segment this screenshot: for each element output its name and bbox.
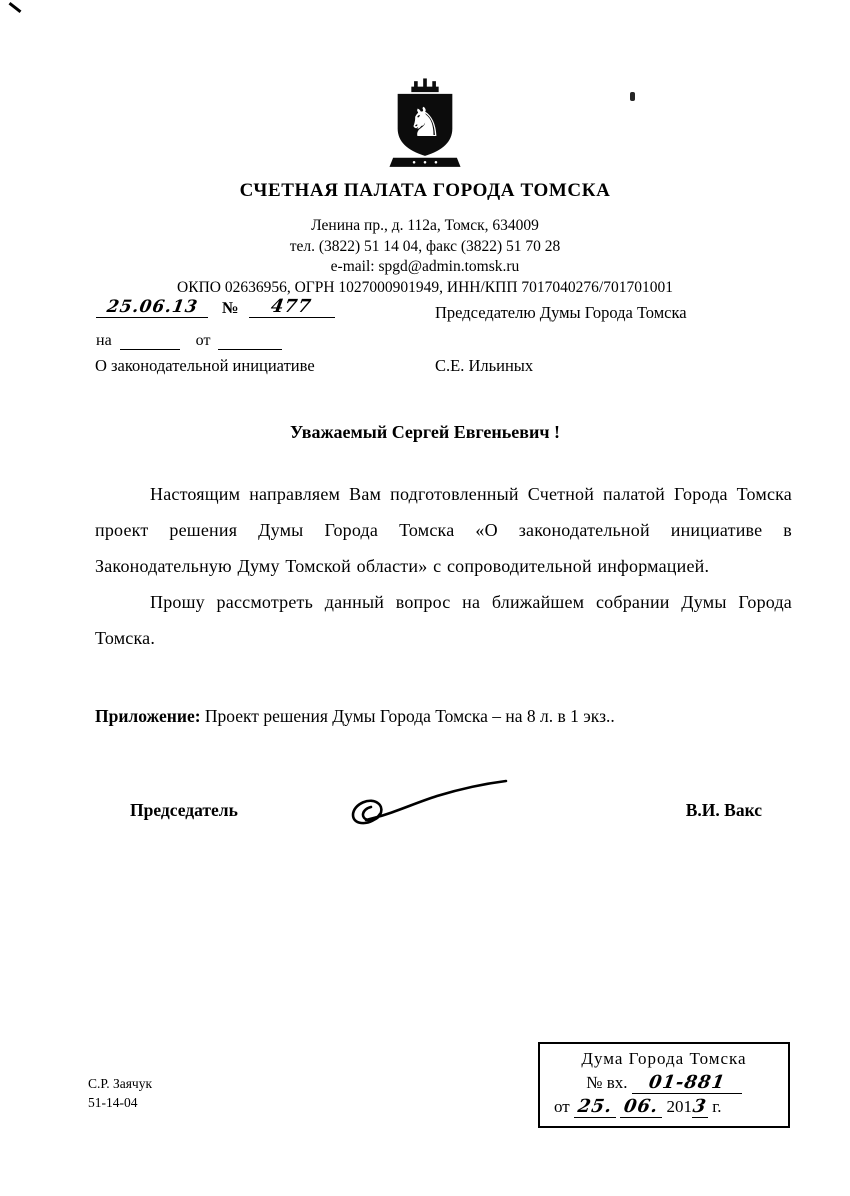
outgoing-number-handwritten: 477 [269, 296, 314, 317]
horse-glyph: ♞ [407, 99, 443, 145]
stamp-in-label: № вх. [586, 1073, 628, 1092]
outgoing-ref-row [96, 296, 335, 318]
executor-name: С.Р. Заячук [88, 1076, 153, 1091]
incoming-stamp [538, 1042, 790, 1128]
subject-line: О законодательной инициативе [95, 356, 315, 375]
salutation: Уважаемый Сергей Евгеньевич ! [290, 422, 560, 442]
scan-artifact [9, 2, 22, 13]
ot-blank-line [218, 330, 282, 350]
org-email: e-mail: spgd@admin.tomsk.ru [330, 258, 520, 275]
stamp-date-row [548, 1096, 780, 1118]
letterhead [0, 78, 850, 298]
attachment-text: Проект решения Думы Города Томска – на 8 л. в 1 экз.. [200, 706, 615, 726]
stamp-incoming-row [548, 1072, 780, 1094]
executor-block [88, 1074, 152, 1112]
stamp-in-number-line [632, 1072, 742, 1094]
recipient-title: Председателю Думы Города Томска [435, 303, 687, 322]
signer-position: Председатель [130, 800, 238, 820]
stamp-org-name: Дума Города Томска [581, 1049, 747, 1068]
org-codes: ОКПО 02636956, ОГРН 1027000901949, ИНН/КПП 7017040276/701701001 [177, 278, 673, 296]
org-phone-fax: тел. (3822) 51 14 04, факс (3822) 51 70 28 [289, 237, 561, 255]
outgoing-number-line [249, 296, 335, 318]
letter-body [95, 476, 792, 656]
recipient-name: С.Е. Ильиных [435, 356, 534, 375]
attachment-label: Приложение: [95, 706, 201, 726]
outgoing-date-line [96, 297, 208, 318]
signature-block [0, 790, 850, 860]
org-name: СЧЕТНАЯ ПАЛАТА ГОРОДА ТОМСКА [239, 180, 611, 201]
na-label: на [96, 332, 112, 349]
body-paragraph-2: Прошу рассмотреть данный вопрос на ближайшем собрании Думы Города Томска. [95, 592, 792, 648]
stamp-day-line [574, 1096, 616, 1118]
signature [340, 768, 515, 840]
outgoing-date-handwritten: 25.06.13 [105, 297, 199, 317]
number-sign-label: № [222, 298, 239, 317]
body-paragraph-1: Настоящим направляем Вам подготовленный Счетной палатой Города Томска проект решения Думы Города Томска «О законодательной инициативе в Законодательную Думу Томской области» с сопроводительной информацией. [95, 484, 792, 576]
executor-phone: 51-14-04 [88, 1095, 138, 1110]
stamp-in-number-handwritten: 01-881 [647, 1072, 727, 1093]
na-blank-line [120, 330, 180, 350]
stamp-year-line [692, 1096, 708, 1118]
stamp-year-printed: 201 [666, 1097, 692, 1116]
ot-label: от [195, 332, 211, 349]
attachment-line [95, 706, 795, 727]
org-address: Ленина пр., д. 112а, Томск, 634009 [311, 217, 539, 234]
stamp-year-suffix: г. [712, 1097, 722, 1116]
tomsk-coat-of-arms-icon [384, 78, 466, 170]
stamp-ot-label: от [554, 1097, 570, 1116]
stamp-month-line [620, 1096, 662, 1118]
stamp-month-handwritten: 06. [622, 1096, 661, 1117]
stamp-year-handwritten: 3 [691, 1096, 709, 1117]
reply-ref-row [96, 330, 282, 350]
stamp-day-handwritten: 25. [576, 1096, 614, 1117]
signer-name: В.И. Вакс [685, 800, 762, 820]
